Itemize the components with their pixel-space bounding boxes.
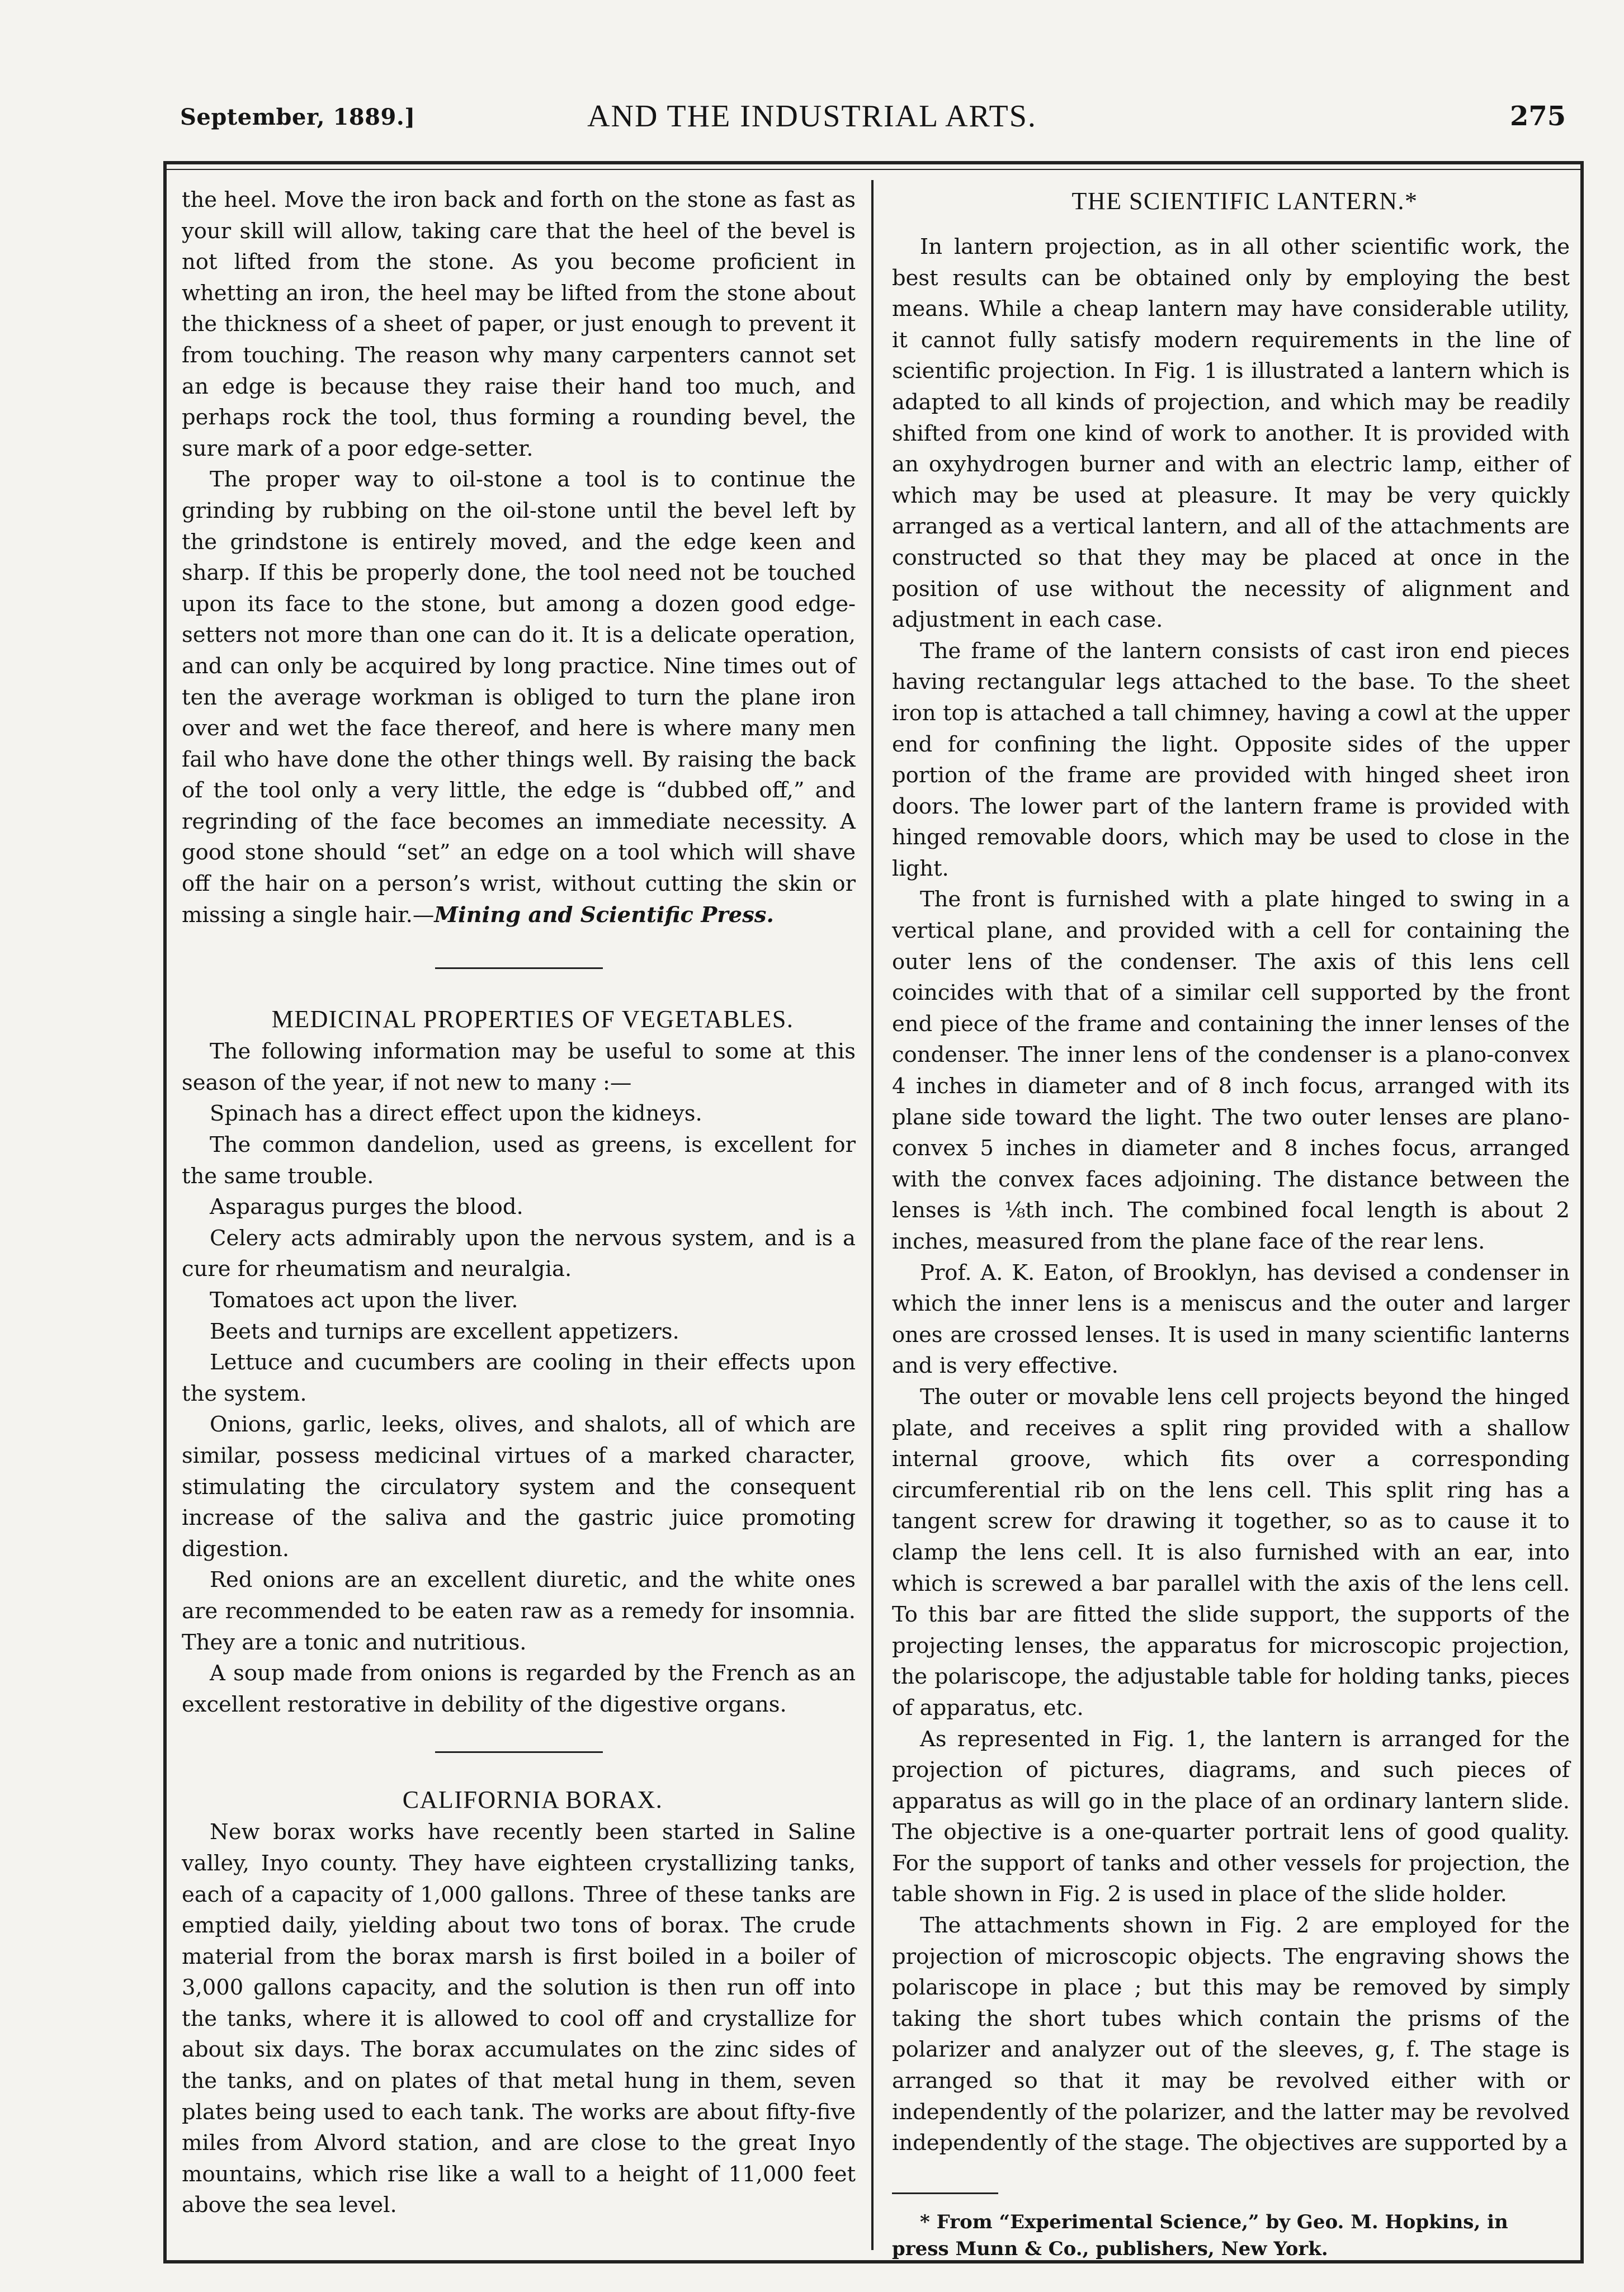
issue-date: September, 1889.]: [180, 104, 416, 130]
lantern-paragraph: In lantern projection, as in all other scientific work, the best results can be obtained only by employing the best means. While a cheap lantern may have considerable utility, it cannot fully satisfy modern requirements in the line of scientific projection. In Fig. 1 is illustrated a lantern which is adapted to all kinds of projection, and which may be readily shifted from one kind of work to another. It is provided with an oxyhydrogen burner and with an electric lamp, either of which may be used at pleasure. It may be very quickly arranged as a vertical lantern, and all of the attachments are constructed so that they may be placed at once in the position of use without the necessity of alignment and adjustment in each case.: [892, 234, 1570, 633]
left-column: [182, 185, 856, 2221]
list-item: Red onions are an excellent diuretic, and the white ones are recommended to be eaten raw as a remedy for insomnia. They are a tonic and nutritious.: [182, 1567, 856, 1655]
page-header: [0, 0, 1624, 168]
running-title: AND THE INDUSTRIAL ARTS.: [587, 99, 1037, 134]
frame-rule-top-thin: [163, 169, 1584, 170]
oilstone-paragraph-1: the heel. Move the iron back and forth on the stone as fast as your skill will allow, taking care that the heel of the bevel is not lifted from the stone. As you become proficient in whetting an iron, the heel may be lifted from the stone about the thickness of a sheet of paper, or just enough to prevent it from touching. The reason why many carpenters cannot set an edge is because they raise their hand too much, and perhaps rock the tool, thus forming a rounding bevel, the sure mark of a poor edge-setter.: [182, 187, 856, 461]
lantern-paragraph: The outer or movable lens cell projects beyond the hinged plate, and receives a split ring provided with a shallow internal groove, which fits over a corresponding circumferential rib on the lens cell. This split ring has a tangent screw for drawing it together, so as to cause it to clamp the lens cell. It is also furnished with an ear, into which is screwed a bar parallel with the axis of the lens cell. To this bar are fitted the slide support, the supports of the projecting lenses, the apparatus for microscopic projection, the polariscope, the adjustable table for holding tanks, pieces of apparatus, etc.: [892, 1384, 1570, 1721]
list-item: Spinach has a direct effect upon the kidneys.: [210, 1101, 702, 1127]
list-item: The common dandelion, used as greens, is excellent for the same trouble.: [182, 1132, 856, 1189]
list-item: A soup made from onions is regarded by the French as an excellent restorative in debility of the digestive organs.: [182, 1661, 856, 1717]
list-item: Asparagus purges the blood.: [210, 1194, 523, 1220]
lantern-paragraph: The attachments shown in Fig. 2 are employed for the projection of microscopic objects. The engraving shows the polariscope in place ; but this may be removed by simply taking the short tubes which contain the prisms of the polarizer and analyzer out of the sleeves, g, f. The stage is arranged so that it may be revolved either with or independently of the polarizer, and the latter may be revolved independently of the stage. The objectives are supported by a: [892, 1913, 1570, 2156]
frame-rule-right: [1580, 161, 1584, 2263]
lantern-title: THE SCIENTIFIC LANTERN.*: [1071, 187, 1418, 215]
footnote-rule: [892, 2192, 998, 2194]
list-item: Tomatoes act upon the liver.: [210, 1288, 518, 1313]
lantern-paragraph: Prof. A. K. Eaton, of Brooklyn, has devised a condenser in which the inner lens is a meniscus and the outer and larger ones are crossed lenses. It is used in many scientific lanterns and is very effective.: [892, 1260, 1570, 1379]
frame-rule-left: [163, 161, 167, 2263]
oilstone-paragraph-2-text: The proper way to oil-stone a tool is to continue the grinding by rubbing on the oil-stone until the bevel left by the grindstone is entirely moved, and the edge keen and sharp. If this be properly done, the tool need not be touched upon its face to the stone, but among a dozen good edge-setters not more than one can do it. It is a delicate operation, and can only be acquired by long practice. Nine times out of ten the average workman is obliged to turn the plane iron over and wet the face thereof, and here is where many men fail who have done the other things well. By raising the back of the tool only a very little, the edge is “dubbed off,” and regrinding of the face becomes an immediate necessity. A good stone should “set” an edge on a tool which will shave off the hair on a person’s wrist, without cutting the skin or missing a single hair.—: [182, 467, 856, 928]
medicinal-intro: The following information may be useful to some at this season of the year, if not new to many :—: [182, 1039, 856, 1095]
lantern-paragraph: The front is furnished with a plate hinged to swing in a vertical plane, and provided with a cell for containing the outer lens of the condenser. The axis of this lens cell coincides with that of a similar cell supported by the front end piece of the frame and containing the inner lenses of the condenser. The inner lens of the condenser is a plano-convex 4 inches in diameter and of 8 inch focus, arranged with its plane side toward the light. The two outer lenses are plano-convex 5 inches in diameter and 8 inches focus, arranged with the convex faces adjoining. The distance between the lenses is ⅛th inch. The combined focal length is about 2 inches, measured from the plane face of the rear lens.: [892, 887, 1570, 1254]
lantern-paragraph: The frame of the lantern consists of cast iron end pieces having rectangular legs attached to the base. To the sheet iron top is attached a tall chimney, having a cowl at the upper end for confining the light. Opposite sides of the upper portion of the frame are provided with hinged sheet iron doors. The lower part of the lantern frame is provided with hinged removable doors, which may be used to close in the light.: [892, 638, 1570, 881]
oilstone-paragraph-2: [182, 464, 856, 930]
medicinal-title: MEDICINAL PROPERTIES OF VEGETABLES.: [271, 1005, 794, 1033]
borax-title: CALIFORNIA BORAX.: [402, 1786, 663, 1814]
lantern-paragraph: As represented in Fig. 1, the lantern is arranged for the projection of pictures, diagrams, and such pieces of apparatus as will go in the place of an ordinary lantern slide. The objective is a one-quarter portrait lens of good quality. For the support of tanks and other vessels for projection, the table shown in Fig. 2 is used in place of the slide holder.: [892, 1726, 1570, 1907]
list-item: Onions, garlic, leeks, olives, and shalots, all of which are similar, possess medicinal virtues of a marked character, stimulating the circulatory system and the consequent increase of the saliva and the gastric juice promoting digestion.: [182, 1412, 856, 1562]
page-number: 275: [1510, 101, 1566, 132]
borax-paragraph: New borax works have recently been started in Saline valley, Inyo county. They have eighteen crystallizing tanks, each of a capacity of 1,000 gallons. Three of these tanks are emptied daily, yielding about two tons of borax. The crude material from the borax marsh is first boiled in a boiler of 3,000 gallons capacity, and the solution is then run off into the tanks, where it is allowed to cool off and crystallize for about six days. The borax accumulates on the zinc sides of the tanks, and on plates of that metal hung in them, seven plates being used to each tank. The works are about fifty-five miles from Alvord station, and are close to the great Inyo mountains, which rise like a wall to a height of 11,000 feet above the sea level.: [182, 1820, 856, 2218]
footnote: * From “Experimental Science,” by Geo. M. Hopkins, in press Munn & Co., publishers, New York.: [892, 2210, 1508, 2260]
frame-rule-top: [163, 161, 1584, 164]
right-column: [892, 185, 1570, 2262]
source-credit: Mining and Scientific Press.: [434, 902, 774, 928]
list-item: Celery acts admirably upon the nervous system, and is a cure for rheumatism and neuralgia.: [182, 1225, 856, 1282]
list-item: Lettuce and cucumbers are cooling in their effects upon the system.: [182, 1350, 856, 1406]
column-divider: [871, 180, 874, 2250]
list-item: Beets and turnips are excellent appetizers.: [210, 1319, 679, 1344]
